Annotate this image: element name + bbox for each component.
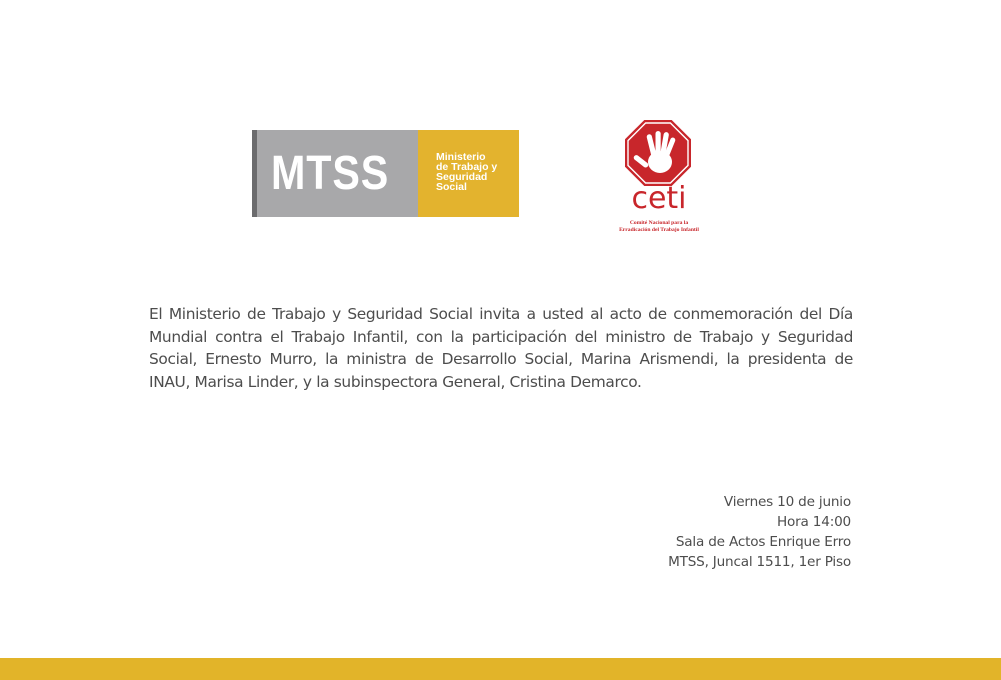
ceti-wordmark: ceti	[631, 181, 687, 216]
invitation-text: El Ministerio de Trabajo y Seguridad Social invita a usted al acto de conmemoración del Día Mundial contra el Trabajo Infantil, con la participación del ministro de Trabajo y Seguridad Social, Ernesto Murro, la ministra de Desarrollo Social, Marina Arismendi, la presidenta de INAU, Marisa Linder, y la subinspectora General, Cristina Demarco.	[149, 305, 853, 391]
mtss-logo	[252, 130, 519, 217]
mtss-name-line: Ministerio	[436, 151, 486, 163]
footer-bar	[0, 658, 1001, 680]
event-date: Viernes 10 de junio	[723, 494, 851, 510]
mtss-name-line: Social	[436, 181, 467, 193]
mtss-name-line: Seguridad	[436, 171, 488, 183]
ceti-subtitle-line: Comité Nacional para la	[629, 220, 689, 226]
stop-sign-hand-icon	[625, 120, 691, 186]
mtss-logo-gray-block	[252, 130, 418, 217]
mtss-acronym: MTSS	[271, 147, 390, 200]
ceti-logo	[606, 120, 714, 238]
mtss-logo-gold-block	[418, 130, 519, 217]
event-details	[668, 492, 851, 572]
ceti-subtitle-line: Erradicación del Trabajo Infantil	[619, 227, 699, 233]
event-address: MTSS, Juncal 1511, 1er Piso	[668, 554, 851, 570]
event-venue: Sala de Actos Enrique Erro	[675, 534, 851, 550]
mtss-name-line: de Trabajo y	[436, 161, 498, 173]
event-time: Hora 14:00	[777, 514, 851, 530]
ceti-subtitle	[606, 220, 712, 234]
